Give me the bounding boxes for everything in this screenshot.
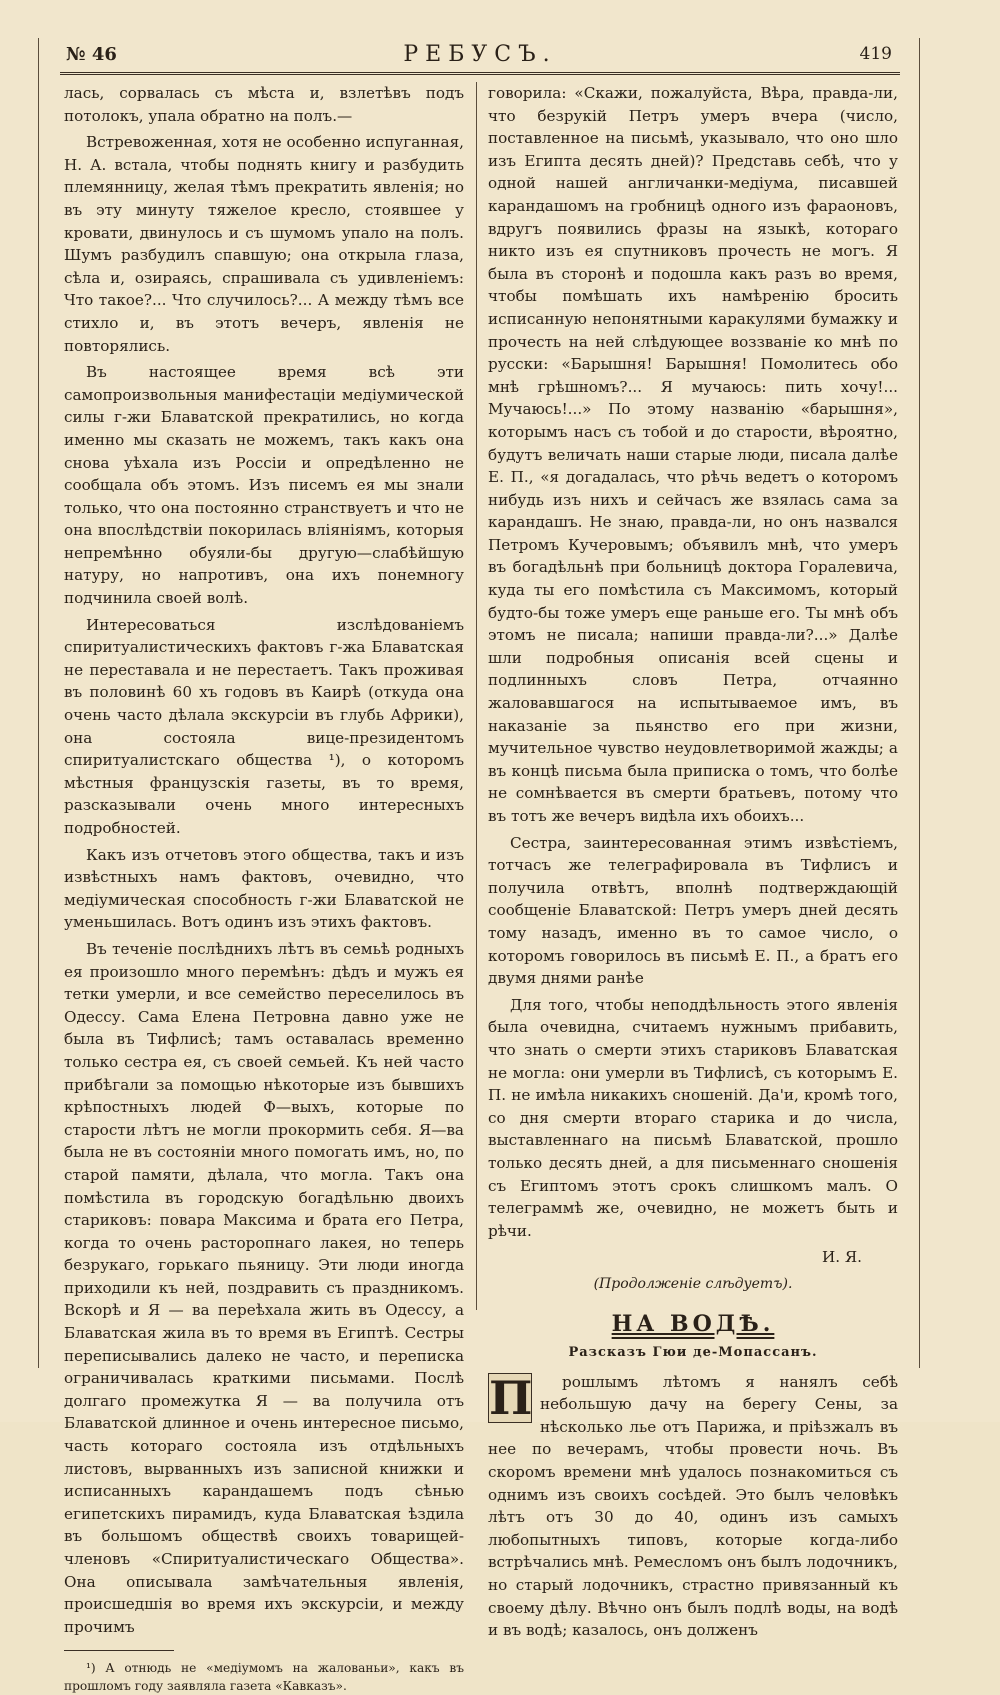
paragraph: рошлымъ лѣтомъ я нанялъ себѣ небольшую дачу на берегу Сены, за нѣсколько лье отъ Парижа, и пріѣзжалъ въ нее по вечерамъ, чтобы провести ночь. Въ скоромъ времени мнѣ удалось познакомиться съ однимъ изъ своихъ сосѣдей. Это былъ человѣкъ лѣтъ отъ 30 до 40, одинъ изъ самыхъ любопытныхъ типовъ, которые когда-либо встрѣчались мнѣ. Ремесломъ онъ былъ лодочникъ, но старый лодочникъ, страстно привязанный къ своему дѣлу. Вѣчно онъ былъ подлѣ воды, на водѣ и въ водѣ; казалось, онъ долженъ <box>488 1372 898 1640</box>
story-subtitle: Разсказъ Гюи де-Мопассанъ. <box>568 1345 818 1361</box>
paragraph: Интересоваться изслѣдованіемъ спиритуалистическихъ фактовъ г-жа Блаватская не переставала и не перестаетъ. Такъ проживая въ половинѣ 60 хъ годовъ въ Каирѣ (откуда она очень часто дѣлала экскурсіи въ глубь Африки), она состояла вице-президентомъ спиритуалистскаго общества ¹), о которомъ мѣстныя французскія газеты, въ то время, разсказывали очень много интересныхъ подробностей. <box>64 615 464 837</box>
footnote-separator <box>64 1650 174 1651</box>
paragraph: Встревоженная, хотя не особенно испуганная, Н. А. встала, чтобы поднять книгу и разбудить племянницу, желая тѣмъ прекратить явленія; но въ эту минуту тяжелое кресло, стоявшее у кровати, двинулось и съ шумомъ упало на полъ. Шумъ разбудилъ спавшую; она открыла глаза, сѣла и, озираясь, спрашивала съ удивленіемъ: Что такое?... Что случилось?... А между тѣмъ все стихло и, въ этотъ вечеръ, явленія не повторялись. <box>64 133 464 355</box>
column-divider <box>476 82 477 1310</box>
paragraph: Какъ изъ отчетовъ этого общества, такъ и изъ извѣстныхъ намъ фактовъ, очевидно, что медіумическая способность г-жи Блаватской не уменьшилась. Вотъ одинъ изъ этихъ фактовъ. <box>64 845 464 932</box>
paragraph: лась, сорвалась съ мѣста и, взлетѣвъ подъ потолокъ, упала обратно на полъ.— <box>64 84 464 125</box>
page-header <box>60 42 900 75</box>
paragraph: Для того, чтобы неподдѣльность этого явленія была очевидна, считаемъ нужнымъ прибавить, что знать о смерти этихъ стариковъ Блаватская не могла: они умерли въ Тифлисѣ, съ которымъ Е. П. не имѣла никакихъ сношеній. Да'и, кромѣ того, со дня смерти втораго старика и до числа, выставленнаго на письмѣ Блаватской, прошло только десять дней, а для письменнаго сношенія съ Египтомъ этотъ срокъ слишкомъ малъ. О телеграммѣ же, очевидно, не можетъ быть и рѣчи. <box>488 995 898 1240</box>
continued-note: (Продолженіе слѣдуетъ). <box>593 1275 793 1292</box>
journal-title: РЕБУСЪ. <box>403 42 557 67</box>
issue-number: № 46 <box>66 44 117 65</box>
drop-cap: П <box>489 1370 533 1425</box>
paragraph: Въ настоящее время всѣ эти самопроизвольныя манифестаціи медіумической силы г-жи Блаватской прекратились, но когда именно мы сказать не можемъ, такъ какъ она снова уѣхала изъ Россіи и опредѣленно не сообщала объ этомъ. Изъ писемъ ея мы знали только, что она постоянно странствуетъ и что не она впослѣдствіи покорилась вліяніямъ, которыя непремѣнно обуяли-бы другую—слабѣйшую натуру, но напротивъ, она ихъ понемногу подчинила своей волѣ. <box>64 363 464 608</box>
paragraph: говорила: «Скажи, пожалуйста, Вѣра, правда-ли, что безрукій Петръ умеръ вчера (число, поставленное на письмѣ, указывало, что оно шло изъ Египта десять дней)? Представь себѣ, что у одной нашей англичанки-медіума, писавшей карандашомъ на гробницѣ одного изъ фараоновъ, вдругъ появились фразы на языкѣ, котораго никто изъ ея спутниковъ прочесть не могъ. Я была въ сторонѣ и подошла какъ разъ во время, чтобы помѣшать ихъ намѣренію бросить исписанную непонятными каракулями бумажку и прочесть на ней слѣдующее воззваніе ко мнѣ по русски: «Барышня! Барышня! Помолитесь обо мнѣ грѣшномъ?... Я мучаюсь: пить хочу!... Мучаюсь!...» По этому названію «барышня», которымъ насъ съ тобой и до старости, вѣроятно, будутъ величать наши старые люди, писала далѣе Е. П., «я догадалась, что рѣчь ведетъ о которомъ нибудь изъ нихъ и сейчасъ же взялась сама за карандашъ. Не знаю, правда-ли, но онъ назвался Петромъ Кучеровымъ; объявилъ мнѣ, что умеръ въ богадѣльнѣ при больницѣ доктора Горалевича, куда ты его помѣстила съ Максимомъ, который будто-бы тоже умеръ еще раньше его. Ты мнѣ объ этомъ не писала; напиши правда-ли?...» Далѣе шли подробныя описанія всей сцены и подлинныхъ словъ Петра, отчаянно жаловавшагося на испытываемое имъ, въ наказаніе за пьянство его при жизни, мучительное чувство неудовлетворимой жажды; а въ концѣ письма была приписка о томъ, что болѣе не сомнѣвается въ смерти братьевъ, потому что въ тотъ же вечеръ видѣла ихъ обоихъ... <box>488 84 898 825</box>
paragraph: Въ теченіе послѣднихъ лѣтъ въ семьѣ родныхъ ея произошло много перемѣнъ: дѣдъ и мужъ ея тетки умерли, и все семейство переселилось въ Одессу. Сама Елена Петровна давно уже не была въ Тифлисѣ; тамъ оставалась временно только сестра ея, съ своей семьей. Къ ней часто прибѣгали за помощью нѣкоторые изъ бывшихъ крѣпостныхъ людей Ф—выхъ, которые по старости лѣтъ не могли прокормить себя. Я—ва была не въ состояніи много помогать имъ, но, по старой памяти, дѣлала, что могла. Такъ она помѣстила въ городскую богадѣльню двоихъ стариковъ: повара Максима и брата его Петра, когда то очень расторопнаго лакея, но теперь безрукаго, горькаго пьяницу. Эти люди иногда приходили къ ней, поздравить съ праздникомъ. Вскорѣ и Я — ва переѣхала жить въ Одессу, а Блаватская жила въ то время въ Египтѣ. Сестры переписывались далеко не часто, и переписка ограничивалась краткими письмами. Послѣ долгаго промежутка Я — ва получила отъ Блаватской длинное и очень интересное письмо, часть котораго состояла изъ отдѣльныхъ листовъ, вырванныхъ изъ записной книжки и исписанныхъ карандашемъ подъ сѣнью египетскихъ пирамидъ, куда Блаватская ѣздила въ большомъ обществѣ своихъ товарищей-членовъ «Спиритуалистическаго Общества». Она описывала замѣчательныя явленія, происшедшія во время ихъ экскурсіи, и между прочимъ <box>64 939 464 1636</box>
story-title: НА ВОДѢ. <box>611 1311 775 1338</box>
paragraph: Сестра, заинтересованная этимъ извѣстіемъ, тотчасъ же телеграфировала въ Тифлисъ и получила отвѣтъ, вполнѣ подтверждающій сообщеніе Блаватской: Петръ умеръ дней десять тому назадъ, именно въ то самое число, о которомъ говорилось въ письмѣ Е. П., а братъ его двумя днями ранѣе <box>488 833 898 988</box>
left-column <box>64 82 464 1695</box>
footnote: ¹) А отнюдь не «медіумомъ на жалованьи», какъ въ прошломъ году заявляла газета «Кавказъ». <box>64 1661 464 1694</box>
page-number: 419 <box>859 44 892 64</box>
story-body <box>488 1371 898 1642</box>
author-signature: И. Я. <box>822 1248 862 1267</box>
right-column <box>488 82 898 1642</box>
